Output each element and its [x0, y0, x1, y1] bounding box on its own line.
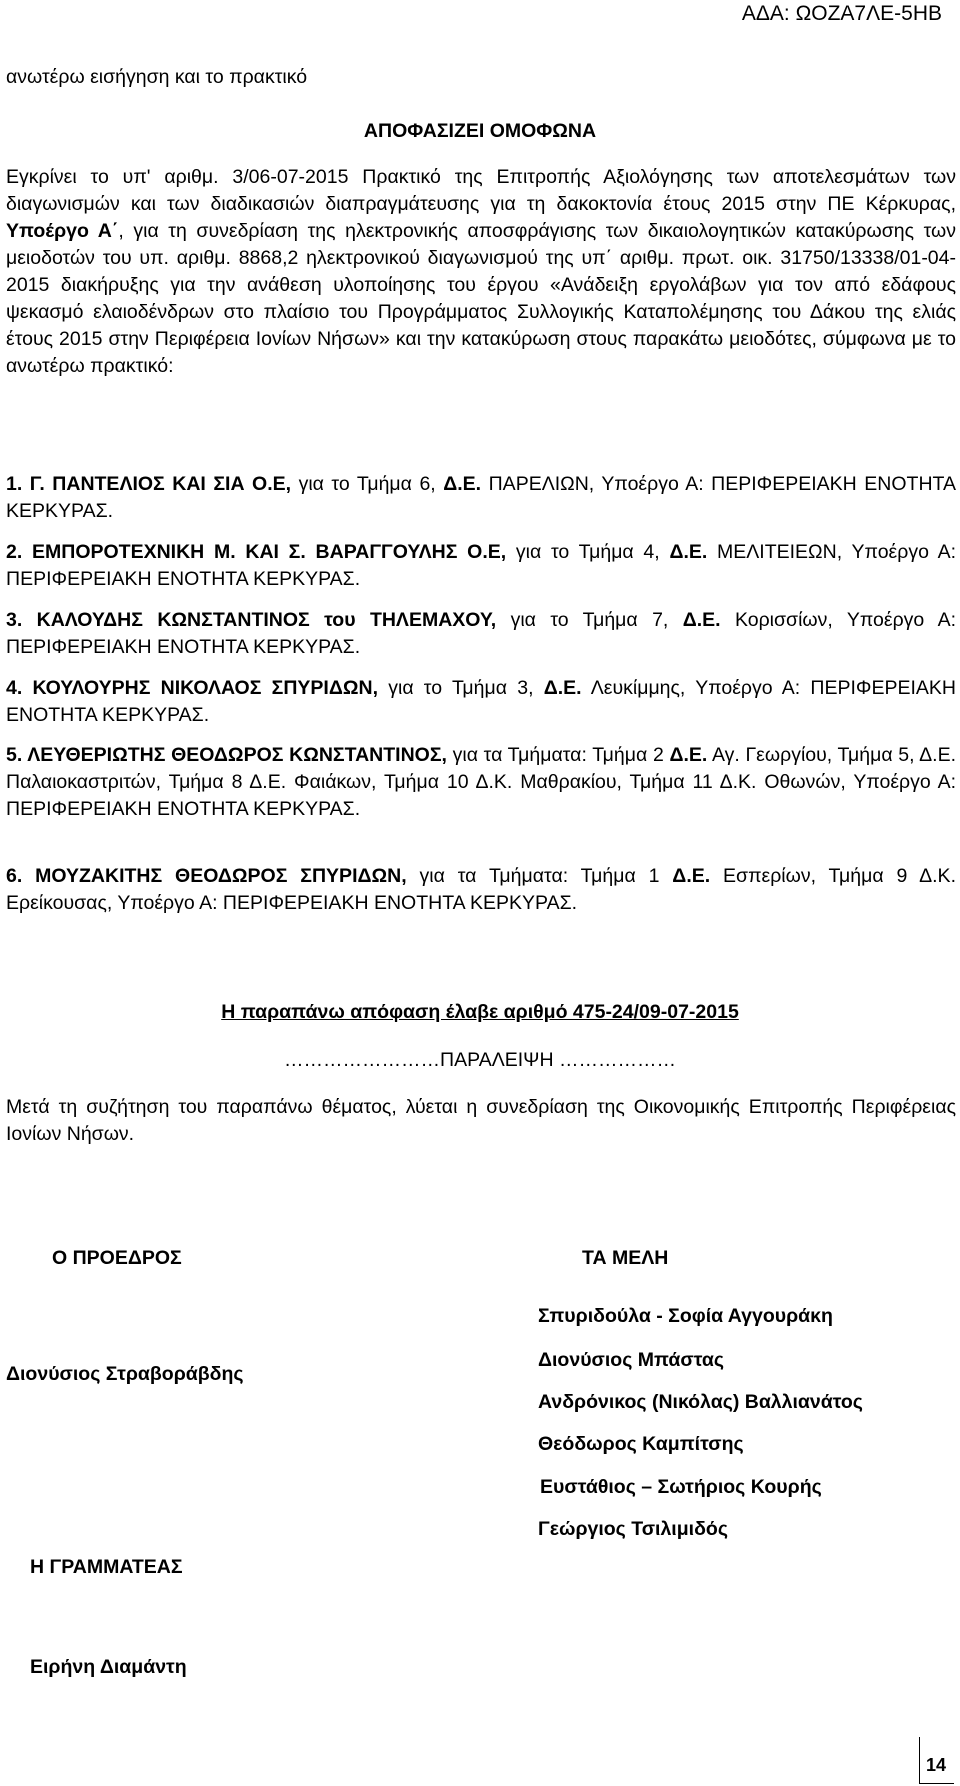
contractor-6	[6, 863, 956, 917]
contractor-de: Δ.Ε.	[543, 677, 582, 699]
members-title: ΤΑ ΜΕΛΗ	[582, 1247, 669, 1269]
contractor-rest: ΜΕΛΙΤΕΙΕΩΝ, Υποέργο Α: ΠΕΡΙΦΕΡΕΙΑΚΗ ΕΝΟΤΗΤΑ ΚΕΡΚΥΡΑΣ.	[6, 541, 956, 590]
contractor-text: για τα Τμήματα: Τμήμα 1	[406, 865, 673, 887]
contractor-name: 3. ΚΑΛΟΥΔΗΣ ΚΩΝΣΤΑΝΤΙΝΟΣ του ΤΗΛΕΜΑΧΟΥ,	[6, 609, 497, 631]
member-name: Θεόδωρος Καμπίτσης	[538, 1433, 744, 1455]
contractor-name: 6. ΜΟΥΖΑΚΙΤΗΣ ΘΕΟΔΩΡΟΣ ΣΠΥΡΙΔΩΝ,	[6, 865, 407, 887]
closing-paragraph: Μετά τη συζήτηση του παραπάνω θέματος, λύεται η συνεδρίαση της Οικονομικής Επιτροπής Περιφέρειας Ιονίων Νήσων.	[6, 1096, 956, 1145]
contractor-de: Δ.Ε.	[443, 473, 482, 495]
contractor-rest: Λευκίμμης, Υποέργο Α: ΠΕΡΙΦΕΡΕΙΑΚΗ ΕΝΟΤΗΤΑ ΚΕΡΚΥΡΑΣ.	[6, 677, 957, 726]
contractor-de: Δ.Ε.	[672, 865, 711, 887]
contractor-text: για το Τμήμα 6,	[291, 473, 444, 495]
contractor-text: για το Τμήμα 4,	[506, 541, 670, 563]
main-paragraph-bold: Υποέργο Α΄	[6, 220, 119, 242]
main-paragraph	[6, 164, 956, 380]
main-paragraph-part1: Εγκρίνει το υπ' αριθμ. 3/06-07-2015 Πρακτικό της Επιτροπής Αξιολόγησης των αποτελεσμάτων των διαγωνισμών και των διαδικασιών διαπραγμάτευσης για τη δακοκτονία έτους 2015 στην ΠΕ Κέρκυρας,	[6, 166, 956, 215]
member-name: Σπυριδούλα - Σοφία Αγγουράκη	[538, 1305, 833, 1327]
contractor-rest: Εσπερίων, Τμήμα 9 Δ.Κ. Ερείκουσας, Υποέργο Α: ΠΕΡΙΦΕΡΕΙΑΚΗ ΕΝΟΤΗΤΑ ΚΕΡΚΥΡΑΣ.	[6, 865, 956, 914]
decision-heading: ΑΠΟΦΑΣΙΖΕΙ ΟΜΟΦΩΝΑ	[363, 120, 597, 142]
contractor-name: 1. Γ. ΠΑΝΤΕΛΙΟΣ ΚΑΙ ΣΙΑ Ο.Ε,	[6, 473, 292, 495]
page-number: 14	[925, 1755, 946, 1775]
member-name: Γεώργιος Τσιλιμιδός	[538, 1518, 728, 1540]
contractor-rest: ΠΑΡΕΛΙΩΝ, Υποέργο Α: ΠΕΡΙΦΕΡΕΙΑΚΗ ΕΝΟΤΗΤΑ ΚΕΡΚΥΡΑΣ.	[6, 473, 956, 522]
contractor-rest: Κορισσίων, Υποέργο Α: ΠΕΡΙΦΕΡΕΙΑΚΗ ΕΝΟΤΗΤΑ ΚΕΡΚΥΡΑΣ.	[6, 609, 956, 658]
contractor-name: 5. ΛΕΥΘΕΡΙΩΤΗΣ ΘΕΟΔΩΡΟΣ ΚΩΝΣΤΑΝΤΙΝΟΣ,	[6, 744, 447, 766]
secretary-title: Η ΓΡΑΜΜΑΤΕΑΣ	[30, 1556, 183, 1578]
contractor-rest: Αγ. Γεωργίου, Τμήμα 5, Δ.Ε. Παλαιοκαστριτών, Τμήμα 8 Δ.Ε. Φαιάκων, Τμήμα 10 Δ.Κ. Μαθρακίου, Τμήμα 11 Δ.Κ. Οθωνών, Υποέργο Α: ΠΕΡΙΦΕΡΕΙΑΚΗ ΕΝΟΤΗΤΑ ΚΕΡΚΥΡΑΣ.	[6, 744, 957, 820]
member-name: Ευστάθιος – Σωτήριος Κουρής	[540, 1476, 822, 1498]
president-title: Ο ΠΡΟΕΔΡΟΣ	[52, 1247, 182, 1269]
contractor-text: για τα Τμήματα: Τμήμα 2	[446, 744, 670, 766]
contractor-5	[6, 742, 956, 823]
intro-line: ανωτέρω εισήγηση και το πρακτικό	[6, 66, 308, 88]
contractor-4	[6, 675, 956, 729]
omission-line: ……………………ΠΑΡΑΛΕΙΨΗ ………………	[284, 1049, 676, 1071]
member-name: Ανδρόνικος (Νικόλας) Βαλλιανάτος	[538, 1391, 863, 1413]
contractor-de: Δ.Ε.	[669, 744, 708, 766]
decision-number: Η παραπάνω απόφαση έλαβε αριθμό 475-24/09-07-2015	[221, 1001, 739, 1023]
contractor-1	[6, 471, 956, 525]
contractor-name: 4. ΚΟΥΛΟΥΡΗΣ ΝΙΚΟΛΑΟΣ ΣΠΥΡΙΔΩΝ,	[6, 677, 379, 699]
president-name: Διονύσιος Στραβοράβδης	[6, 1363, 244, 1385]
contractor-text: για το Τμήμα 7,	[496, 609, 683, 631]
contractor-de: Δ.Ε.	[682, 609, 721, 631]
contractor-2	[6, 539, 956, 593]
contractor-text: για το Τμήμα 3,	[378, 677, 544, 699]
main-paragraph-part2: , για τη συνεδρίαση της ηλεκτρονικής αποσφράγισης των δικαιολογητικών κατακύρωσης των μειοδοτών του υπ. αριθμ. 8868,2 ηλεκτρονικού διαγωνισμού της υπ΄ αριθμ. πρωτ. οικ. 31750/13338/01-04-2015 διακήρυξης για την ανάθεση υλοποίησης του έργου «Ανάδειξη εργολάβων για τον από εδάφους ψεκασμό ελαιοδένδρων στο πλαίσιο του Προγράμματος Συλλογικής Καταπολέμησης του Δάκου της ελιάς έτους 2015 στην Περιφέρεια Ιονίων Νήσων» και την κατακύρωση στους παρακάτω μειοδότες, σύμφωνα με το ανωτέρω πρακτικό:	[6, 220, 956, 377]
secretary-name: Ειρήνη Διαμάντη	[30, 1656, 187, 1678]
contractor-3	[6, 607, 956, 661]
member-name: Διονύσιος Μπάστας	[538, 1349, 725, 1371]
ada-code: ΑΔΑ: ΩΟΖΑ7ΛΕ-5ΗΒ	[741, 2, 942, 25]
contractor-de: Δ.Ε.	[669, 541, 708, 563]
contractor-name: 2. ΕΜΠΟΡΟΤΕΧΝΙΚΗ Μ. ΚΑΙ Σ. ΒΑΡΑΓΓΟΥΛΗΣ Ο.Ε,	[6, 541, 507, 563]
